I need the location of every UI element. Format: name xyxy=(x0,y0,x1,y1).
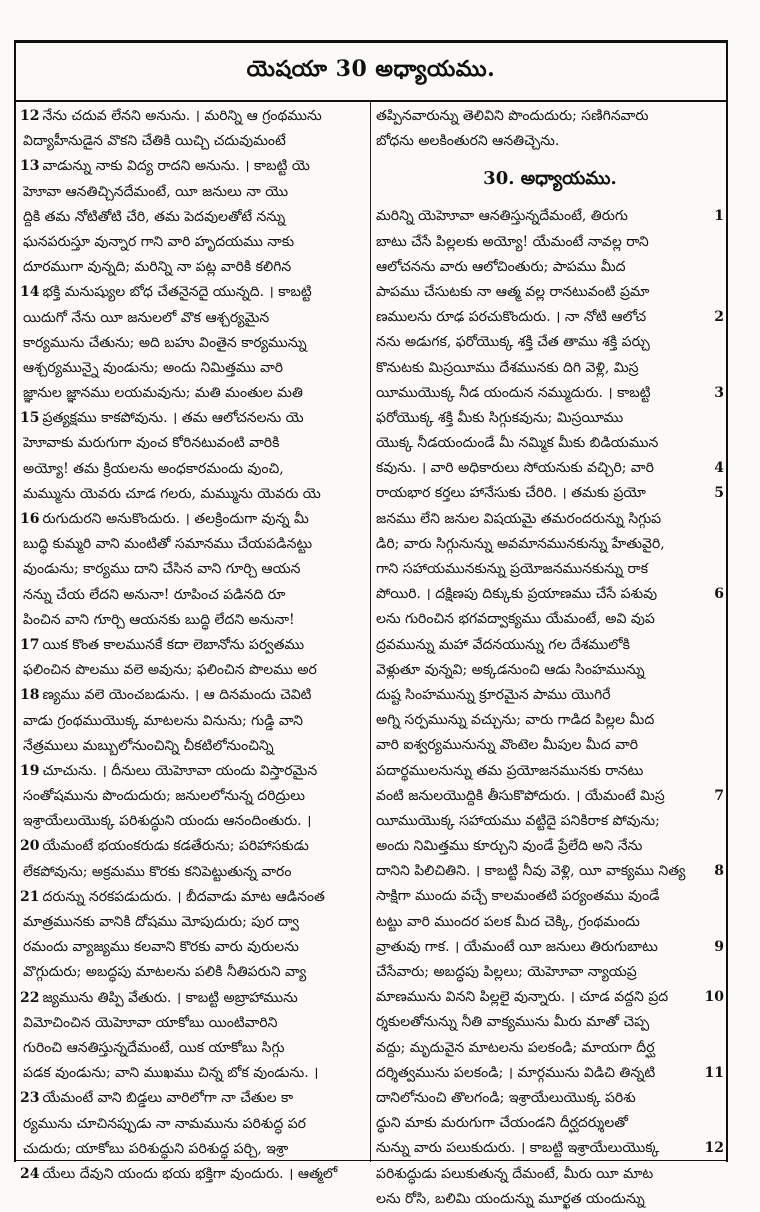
verse-text: వద్దు; మృదువైన మాటలను పలకండి; మాయగా దీర్ఘ xyxy=(376,1039,655,1056)
verse-number: 13 xyxy=(20,158,40,175)
verse-text: ఘనపరుస్తూ వున్నార గాని వారి హృదయము నాకు xyxy=(23,233,295,250)
verse-text: యేమంటే వాని బిడ్డలు వారిలోగా నా చేతుల కా xyxy=(42,1090,294,1107)
text-line xyxy=(20,532,365,557)
text-line xyxy=(376,431,724,456)
verse-text: వెళ్లుతూ వున్నవి; అక్కడనుంచి ఆడు సింహమున్ను xyxy=(376,661,645,678)
text-line xyxy=(20,885,365,910)
verse-text: వారి ఐశ్వర్యమునున్ను వొంటెల మీపుల మీద వారి xyxy=(376,737,639,754)
verse-text: యీముయొక్క సహాయము వట్టిదై పనికిరాక పోవును; xyxy=(376,812,660,829)
verse-text: నేత్రములు మబ్బులోనుంచిన్ని చీకటిలోనుంచిన్ని xyxy=(23,737,274,754)
verse-text: ణములను రూఢ పరచుకొందురు. । నా నోటి ఆలోచ xyxy=(376,309,647,326)
text-line xyxy=(20,1061,365,1086)
verse-text: బోధను అలకింతురని ఆనతిచ్చెను. xyxy=(376,133,560,150)
verse-text: టట్టు వారి ముందర పలక మీద చెక్కి, గ్రంథమందు xyxy=(376,913,640,930)
verse-text: రాయభార కర్తలు హానేసుకు చేరిరి. । తమకు ప్రయో xyxy=(376,485,646,502)
verse-number: 12 xyxy=(20,108,40,124)
verse-text: మాత్రమునకు వానికి దోషము మోపుదురు; పుర ద్వా xyxy=(23,914,299,930)
text-line xyxy=(376,230,724,255)
verse-number: 6 xyxy=(714,586,724,603)
text-line xyxy=(20,633,365,658)
text-line xyxy=(20,482,365,507)
verse-text: పాపము చేసుటకు నా ఆత్మ వల్ల రానటువంటి ప్రమా xyxy=(376,283,650,300)
text-line xyxy=(376,356,724,381)
text-line xyxy=(376,1061,724,1086)
verse-number: 10 xyxy=(704,989,724,1006)
verse-text: యీముయొక్క నీడ యందున నమ్ముదురు. । కాబట్టి xyxy=(376,384,651,401)
text-line xyxy=(20,658,365,683)
verse-text: ద్రవమున్ను మహా వేదనయున్ను గల దేశములోకి xyxy=(376,636,630,653)
verse-text: దరున్ను నరకపడుదురు. । బీదవాడు మాట ఆడినంత xyxy=(42,888,325,905)
verse-text: కవును. । వారి అధికారులు సోయనుకు వచ్చిరి; వారి xyxy=(376,460,654,477)
verse-text: వంటి జనులయొద్దికి తీసుకొపోదురు. । యేమంటే మిస్ర xyxy=(376,787,665,804)
text-line xyxy=(20,255,365,280)
verse-text: దానిలోనుంచి తొలగండి; ఇశ్రాయేలుయొక్క పరిశు xyxy=(376,1089,636,1106)
verse-text: సాక్షిగా ముందు వచ్చే కాలమంతటి పర్యంతము వుండే xyxy=(376,888,660,905)
verse-text: ర్యమును చూచినప్పుడు నా నామమును పరిశుద్ధ పర xyxy=(23,1115,306,1132)
text-line xyxy=(376,557,724,582)
verse-number: 15 xyxy=(20,410,40,427)
text-line xyxy=(20,986,365,1011)
verse-number: 19 xyxy=(20,762,40,779)
verse-number: 14 xyxy=(20,284,40,301)
text-line xyxy=(376,1086,724,1111)
verse-number: 23 xyxy=(20,1090,40,1107)
verse-text: వాడున్ను నాకు విద్య రాదని అనును. । కాబట్టి యె xyxy=(42,158,310,175)
page-title: యెషయా 30 అధ్యాయము. xyxy=(246,56,496,82)
text-line xyxy=(20,709,365,734)
verse-text: జనము లేని జనుల విషయమై తమరందరున్ను సిగ్గుప xyxy=(376,510,662,527)
text-line xyxy=(376,1136,724,1161)
text-line xyxy=(20,230,365,255)
verse-text: తప్పినవారున్ను తెలివిని పొందుదురు; సణిగినవారు xyxy=(376,108,649,124)
verse-text: రమందు వ్యాజ్యము కలవాని కొరకు వారు వురులను xyxy=(23,939,299,956)
text-line xyxy=(20,431,365,456)
text-line xyxy=(376,255,724,280)
text-line xyxy=(20,406,365,431)
text-line xyxy=(376,759,724,784)
verse-text: పదార్థములనున్ను తమ ప్రయోజనమునకు రానటు xyxy=(376,762,644,779)
verse-text: యేలు దేవుని యందు భయ భక్తిగా వుందురు. । ఆత్మలో xyxy=(42,1165,338,1182)
verse-text: హెూవాకు మరుగుగా వుంచ కోరినటువంటి వారికి xyxy=(23,435,280,452)
text-line xyxy=(20,1011,365,1036)
verse-number: 2 xyxy=(714,309,724,326)
text-line xyxy=(20,507,365,532)
text-line xyxy=(376,204,724,229)
left-column xyxy=(20,104,365,1187)
verse-text: దూరముగా వున్నది; మరిన్ని నా పట్ల వారికి కలిగిన xyxy=(23,259,292,276)
text-line xyxy=(376,708,724,733)
text-line xyxy=(376,859,724,884)
text-line xyxy=(20,356,365,381)
text-line xyxy=(20,683,365,708)
chapter-heading: 30. అధ్యాయము. xyxy=(483,168,617,190)
text-line xyxy=(376,910,724,935)
verse-text: చేసేవారు; అబద్ధపు పిల్లలు; యెహెూవా న్యాయప్ర xyxy=(376,964,637,980)
verse-text: నేను చదువ లేనని అనును. । మరిన్ని ఆ గ్రంథమును xyxy=(42,108,322,124)
text-line xyxy=(376,960,724,985)
verse-text: దానిని పిలిచితిని. । కాబట్టి నీవు వెళ్లి, యీ వాక్యము నిత్య xyxy=(376,863,686,880)
text-line xyxy=(20,331,365,356)
verse-text: యొక్క నీడయందుండే మీ నమ్మిక మీకు బిడియమున xyxy=(376,435,659,452)
text-line xyxy=(376,532,724,557)
verse-text: లేకపోవును; అక్రమము కొరకు కనిపెట్టుతున్న వారం xyxy=(23,863,292,880)
text-line xyxy=(376,1111,724,1136)
verse-text: వాడు గ్రంథముయొక్క మాటలను వినును; గుడ్డి వాని xyxy=(23,712,304,729)
verse-text: యిక కొంత కాలమునకే కదా లెబానోను పర్వతము xyxy=(42,636,305,653)
text-line xyxy=(20,104,365,129)
verse-number: 8 xyxy=(714,863,724,880)
text-line xyxy=(20,809,365,834)
text-line xyxy=(376,456,724,481)
verse-text: ఆశ్చర్యమున్నై వుండును; అందు నిమిత్తము వారి xyxy=(23,359,284,376)
text-line xyxy=(376,809,724,834)
verse-text: మమ్మును యెవరు చూడ గలరు, మమ్మును యెవరు యె xyxy=(23,485,321,502)
verse-text: అయ్యో! తమ క్రియలను అంధకారమందు వుంచి, xyxy=(23,460,284,477)
text-line xyxy=(20,935,365,960)
text-line xyxy=(20,960,365,985)
verse-text: యిదుగో నేను యీ జనులలో వొక ఆశ్చర్యమైన xyxy=(23,309,270,326)
verse-text: పడక వుండును; వాని ముఖము చిన్న బోక వుండును. । xyxy=(23,1065,319,1082)
verse-number: 9 xyxy=(714,938,724,955)
text-line xyxy=(376,607,724,632)
verse-number: 24 xyxy=(20,1165,40,1182)
text-line xyxy=(20,129,365,154)
text-line xyxy=(20,1086,365,1111)
verse-text: ఇశ్రాయేలుయొక్క పరిశుద్ధుని యందు ఆనందింతురు. । xyxy=(23,813,312,830)
text-line xyxy=(376,658,724,683)
verse-text: చూచును. । దీనులు యెహెూవా యందు విస్తారమైన xyxy=(42,762,318,779)
text-line xyxy=(376,381,724,406)
text-line xyxy=(376,330,724,355)
verse-number: 12 xyxy=(704,1140,724,1157)
page-header xyxy=(14,40,728,102)
verse-text: పించిన వాని గూర్చి ఆయనకు బుద్ధి లేదని అనునా! xyxy=(23,611,295,628)
text-line xyxy=(20,306,365,331)
verse-text: ఆలోచనను వారు ఆలోచింతురు; పాపము మీద xyxy=(376,258,626,275)
text-line xyxy=(376,683,724,708)
verse-text: ర్శకులతోనున్ను నీతి వాక్యమును మీరు మాతో చెప్ప xyxy=(376,1014,650,1031)
column-divider xyxy=(370,102,371,1162)
verse-number: 22 xyxy=(20,989,40,1006)
verse-text: గురించి ఆనతిస్తున్నదేమంటే, యిక యాకోబు సిగ్గు xyxy=(23,1039,285,1056)
verse-number: 3 xyxy=(714,384,724,401)
text-line xyxy=(376,280,724,305)
verse-text: అగ్ని సర్పమున్ను వచ్చును; వారు గాడిద పిల్లల మీద xyxy=(376,712,655,729)
verse-text: నన్ను చేయ లేదని అనునా! రూపించ పడినది రూ xyxy=(23,586,286,603)
verse-text: కొనుటకు మిస్రయీము దేశమునకు దిగి వెళ్లి, మిస్ర xyxy=(376,359,639,376)
text-line xyxy=(376,784,724,809)
verse-text: లను గురించిన భగవద్వాక్యము యేమంటే, అవి వుప xyxy=(376,611,655,628)
text-line xyxy=(20,154,365,179)
verse-text: మాణమును వినని పిల్లలై వున్నారు. । చూడ వద్దని ప్రద xyxy=(376,989,669,1006)
text-line xyxy=(20,457,365,482)
verse-text: గాని సహాయమునకున్ను ప్రయోజనమునకున్ను రాక xyxy=(376,561,649,577)
text-line xyxy=(376,733,724,758)
verse-text: జ్ఞానుల జ్ఞానము లయమవును; మతి మంతుల మతి xyxy=(23,385,303,402)
verse-number: 16 xyxy=(20,511,40,527)
text-line xyxy=(20,557,365,582)
text-line xyxy=(376,884,724,909)
text-line xyxy=(376,1036,724,1061)
verse-text: కార్యమును చేతును; అది బహు వింతైన కార్యమున్ను xyxy=(23,334,307,351)
verse-text: పోయిరి. । దక్షిణపు దిక్కుకు ప్రయాణము చేసే పశువు xyxy=(376,586,658,603)
verse-text: ఫరోయొక్క శక్తి మీకు సిగ్గుకవును; మిస్రయీము xyxy=(376,409,624,426)
verse-text: డిరి; వారు సిగ్గునున్ను అవమానమునకున్ను హేతువైరి, xyxy=(376,535,665,552)
verse-text: రుగుదురని అనుకొందురు. । తలక్రిందుగా వున్న మీ xyxy=(42,511,309,527)
verse-text: వొగ్గుదురు; అబద్ధపు మాటలను పలికి నీతిపరుని వ్యా xyxy=(23,964,307,981)
text-line xyxy=(376,582,724,607)
verse-text: ద్దికి తమ నోటితోటి చేరి, తమ పెదవులతోటే నన్ను xyxy=(23,208,286,225)
verse-text: ప్రత్యక్షము కాకపోవును. । తమ ఆలోచనలను యె xyxy=(42,410,304,427)
verse-number: 11 xyxy=(704,1064,724,1081)
text-line xyxy=(20,910,365,935)
verse-number: 5 xyxy=(714,485,724,502)
text-line xyxy=(20,1137,365,1162)
text-line xyxy=(20,280,365,305)
verse-number: 20 xyxy=(20,838,40,855)
text-line xyxy=(20,205,365,230)
right-column xyxy=(376,104,724,1212)
text-line xyxy=(20,583,365,608)
text-line xyxy=(20,180,365,205)
text-line xyxy=(20,734,365,759)
verse-text: వుండును; కార్యము దాని చేసిన వాని గూర్చి ఆయన xyxy=(23,561,301,578)
text-line xyxy=(376,985,724,1010)
text-line xyxy=(20,608,365,633)
verse-text: పరిశుద్ధుడు పలుకుతున్న దేమంటే, మీరు యీ మాట xyxy=(376,1165,654,1182)
text-line xyxy=(20,1112,365,1137)
text-line xyxy=(376,305,724,330)
text-line xyxy=(376,1162,724,1187)
verse-number: 7 xyxy=(714,787,724,804)
verse-text: విద్యాహీనుడైన వొకని చేతికి యిచ్చి చదువుమంటే xyxy=(23,133,286,150)
verse-text: వ్రాతువు గాక. । యేమంటే యీ జనులు తిరుగుబాటు xyxy=(376,938,658,955)
text-line xyxy=(376,406,724,431)
verse-number: 4 xyxy=(714,460,724,477)
text-line xyxy=(20,381,365,406)
verse-text: ఫలించిన పొలము వలె అవును; ఫలించిన పొలము అర xyxy=(23,662,317,679)
right-column-body xyxy=(376,204,724,1212)
verse-text: విమోచించిన యెహెూవా యాకోబు యింటివారిని xyxy=(23,1014,278,1031)
text-line xyxy=(376,104,724,129)
verse-text: చుదురు; యాకోబు పరిశుద్ధుని పరిశుద్ధ పర్చి, ఇశ్రా xyxy=(23,1140,289,1157)
verse-number: 17 xyxy=(20,636,40,653)
verse-text: నను అడుగక, ఫరోయొక్క శక్తి చేత తాము శక్తి పర్చు xyxy=(376,334,650,351)
text-line xyxy=(20,1162,365,1187)
verse-number: 18 xyxy=(20,687,40,704)
text-line xyxy=(376,129,724,154)
text-line xyxy=(20,759,365,784)
verse-number: 21 xyxy=(20,888,40,905)
verse-text: లను రోసి, బలిమి యందున్ను మూర్ఖత యందున్ను xyxy=(376,1190,645,1207)
text-line xyxy=(20,1036,365,1061)
verse-text: దుష్ట సింహమున్ను క్రూరమైన పాము యొగిరే xyxy=(376,686,611,703)
verse-text: ణ్యము వలె యెంచబడును. । ఆ దినమందు చెవిటి xyxy=(42,687,312,704)
text-line xyxy=(20,784,365,809)
verse-text: దర్శిత్వమును పలకండి; । మార్గమును విడిచి తిన్నటి xyxy=(376,1064,656,1081)
text-line xyxy=(376,834,724,859)
verse-text: బుద్ధి కుమ్మరి వాని మంటితో సమానము చేయపడినట్టు xyxy=(23,536,313,553)
text-line xyxy=(376,935,724,960)
verse-text: ద్ధుని మాకు మరుగుగా చేయండని దీర్ఘదర్శులతో xyxy=(376,1115,628,1132)
text-line xyxy=(376,481,724,506)
text-line xyxy=(376,633,724,658)
verse-text: అందు నిమిత్తము కూర్చుని వుండే ప్రేలేది అని నేను xyxy=(376,838,643,855)
verse-text: జ్యమును తిప్పి వేతురు. । కాబట్టి అబ్రాహామును xyxy=(42,989,298,1006)
verse-text: యేమంటే భయంకరుడు కడతేరును; పరిహాసకుడు xyxy=(42,838,309,855)
verse-text: భక్తి మనుష్యుల బోధ చేతనైనదై యున్నది. । కాబట్టి xyxy=(42,284,312,301)
text-line xyxy=(20,834,365,859)
text-line xyxy=(20,860,365,885)
verse-text: మరిన్ని యెహెూవా ఆనతిస్తున్నదేమంటే, తిరుగు xyxy=(376,208,628,225)
verse-number: 1 xyxy=(714,208,724,225)
verse-text: నున్ను వారు పలుకుదురు. । కాబట్టి ఇశ్రాయేలుయొక్క xyxy=(376,1140,660,1157)
text-line xyxy=(376,1187,724,1212)
text-line xyxy=(376,1010,724,1035)
text-line xyxy=(376,507,724,532)
right-column-continuation xyxy=(376,104,724,154)
verse-text: సంతోషమును పొందుదురు; జనులలోనున్న దరిద్రులు xyxy=(23,788,305,805)
verse-text: హెూవా ఆనతిచ్చినదేమంటే, యీ జనులు నా యొ xyxy=(23,183,289,200)
verse-text: బాటు చేసే పిల్లలకు అయ్యో! యేమంటే నావల్ల రాని xyxy=(376,233,649,250)
